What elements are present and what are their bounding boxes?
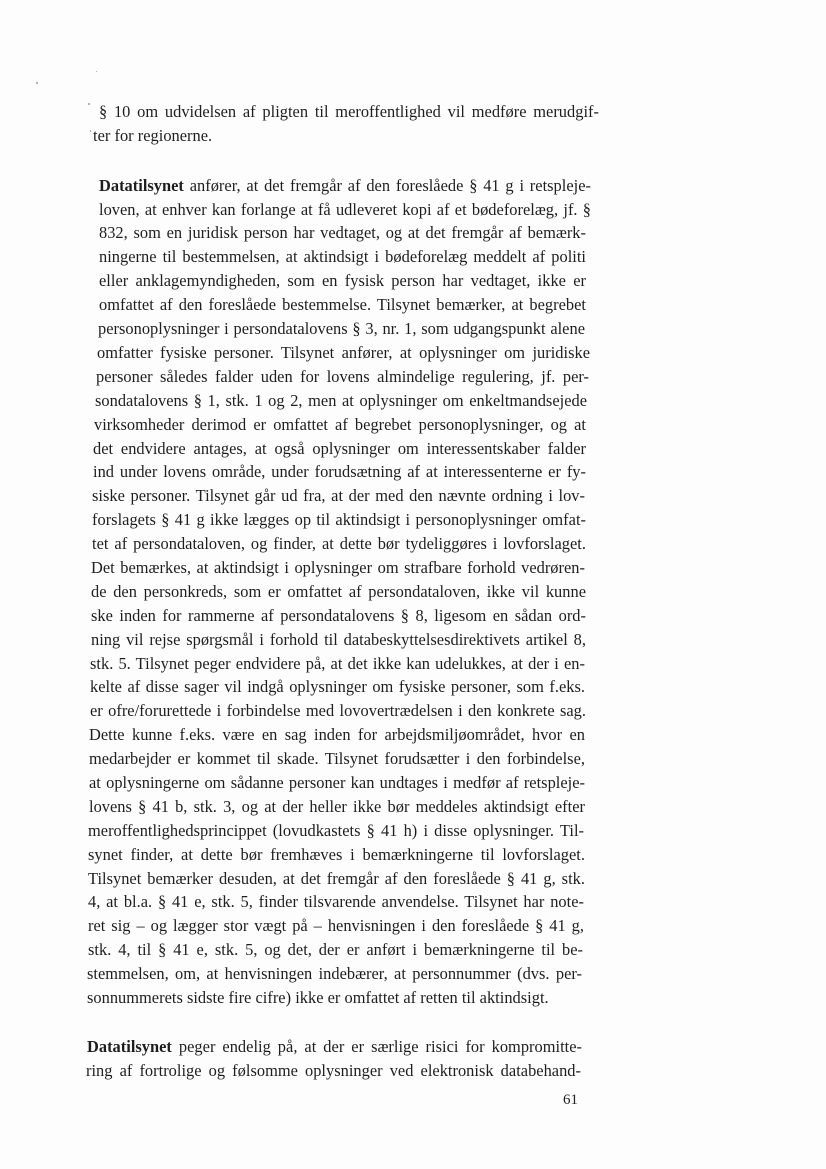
text-line [87,1036,582,1058]
text-line [91,557,585,579]
text-line [93,438,586,460]
text-line [88,868,585,890]
text-line [94,414,586,436]
line-text: er ofre/forurettede i forbindelse med lovovertrædelsen i den konkrete sag. [90,701,586,720]
line-text: omfatter fysiske personer. Tilsynet anfører, at oplysninger om juridiske [97,343,590,362]
text-line [99,270,586,292]
line-text: stemmelsen, om, at henvisningen indebærer, at personnummer (dvs. per- [87,964,582,983]
line-text: det endvidere antages, at også oplysninger om interessentskaber falder [93,439,586,458]
text-line [90,700,586,722]
line-text: forslagets § 41 g ikke lægges op til aktindsigt i personoplysninger omfat- [92,510,586,529]
text-line [89,724,585,746]
text-line [99,246,586,268]
line-text: lovens § 41 b, stk. 3, og at der heller ikke bør meddeles aktindsigt efter [89,797,585,816]
page-number: 61 [563,1092,578,1108]
line-text: anfører, at det fremgår af den foreslåede § 41 g i retspleje- [183,176,591,195]
text-line [88,891,584,913]
line-text: Det bemærkes, at aktindsigt i oplysninger om strafbare forhold vedrøren- [91,558,585,577]
text-line [89,772,585,794]
text-line [88,820,584,842]
line-text: 4, at bl.a. § 41 e, stk. 5, finder tilsvarende anvendelse. Tilsynet har note- [88,892,584,911]
text-line [99,294,586,316]
line-text: ning vil rejse spørgsmål i forhold til databeskyttelsesdirektivets artikel 8, [91,630,586,649]
text-line [89,748,585,770]
text-line [92,509,586,531]
text-line [98,318,585,340]
text-line [88,939,583,961]
line-text: peger endelig på, at der er særlige risici for kompromitte- [171,1037,582,1056]
line-text: eller anklagemyndigheden, som en fysisk person har vedtaget, ikke er [99,271,586,290]
text-line [99,175,591,197]
line-text: 832, som en juridisk person har vedtaget, og at det fremgår af bemærk- [99,223,586,242]
line-text: personer således falder uden for lovens almindelige regulering, jf. per- [96,367,589,386]
line-text: ring af fortrolige og følsomme oplysninger ved elektronisk databehand- [86,1061,581,1080]
text-line [86,1060,581,1082]
text-line [93,461,586,483]
line-text: sonnummerets sidste fire cifre) ikke er omfattet af retten til aktindsigt. [87,988,549,1007]
line-text: ningerne til bestemmelsen, at aktindsigt i bødeforelæg meddelt af politi [99,247,586,266]
line-text: kelte af disse sager vil indgå oplysninger om fysiske personer, som f.eks. [90,677,585,696]
line-text: siske personer. Tilsynet går ud fra, at der med den nævnte ordning i lov- [92,486,585,505]
text-line [87,987,549,1009]
line-text: stk. 5. Tilsynet peger endvidere på, at det ikke kan udelukkes, at der i en- [90,654,585,673]
line-text: tet af persondataloven, og finder, at dette bør tydeliggøres i lovforslaget. [92,534,586,553]
line-text: Tilsynet bemærker desuden, at det fremgår af den foreslåede § 41 g, stk. [88,869,585,888]
text-line [93,125,212,147]
text-line [90,676,585,698]
text-line [87,963,582,985]
text-line [90,653,585,675]
line-text: ret sig – og lægger stor vægt på – henvisningen i den foreslåede § 41 g, [88,916,584,935]
line-text: ind under lovens område, under forudsætning af at interessenterne er fy- [93,462,586,481]
text-line [89,796,585,818]
line-text: meroffentlighedsprincippet (lovudkastets § 41 h) i disse oplysninger. Til- [88,821,584,840]
line-text: personoplysninger i persondatalovens § 3, nr. 1, som udgangspunkt alene [98,319,585,338]
line-text: Dette kunne f.eks. være en sag inden for arbejdsmiljøområdet, hvor en [89,725,585,744]
line-text: at oplysningerne om sådanne personer kan undtages i medfør af retspleje- [89,773,585,792]
text-line [96,366,589,388]
bold-subject: Datatilsynet [87,1037,172,1056]
text-line [92,485,585,507]
line-text: ske inden for rammerne af persondatalovens § 8, ligesom en sådan ord- [91,606,586,625]
line-text: omfattet af den foreslåede bestemmelse. Tilsynet bemærker, at begrebet [99,295,586,314]
text-line [91,581,586,603]
line-text: synet finder, at dette bør fremhæves i bemærkningerne til lovforslaget. [88,845,585,864]
text-line [99,101,599,123]
line-text: de den personkreds, som er omfattet af persondataloven, ikke vil kunne [91,582,586,601]
text-line [91,605,586,627]
text-line [95,390,587,412]
line-text: loven, at enhver kan forlange at få udleveret kopi af et bødeforelæg, jf. § [99,200,591,219]
text-line [99,222,586,244]
text-line [88,844,585,866]
text-line [92,533,586,555]
text-line [97,342,590,364]
line-text: ter for regionerne. [93,126,213,145]
line-text: § 10 om udvidelsen af pligten til meroffentlighed vil medføre merudgif- [99,102,599,121]
line-text: virksomheder derimod er omfattet af begrebet personoplysninger, og at [94,415,586,434]
bold-subject: Datatilsynet [99,176,184,195]
line-text: stk. 4, til § 41 e, stk. 5, og det, der er anført i bemærkningerne til be- [88,940,583,959]
text-line [88,915,584,937]
line-text: sondatalovens § 1, stk. 1 og 2, men at oplysninger om enkeltmandsejede [95,391,587,410]
line-text: medarbejder er kommet til skade. Tilsynet forudsætter i den forbindelse, [89,749,585,768]
text-line [91,629,586,651]
text-line [99,199,591,221]
